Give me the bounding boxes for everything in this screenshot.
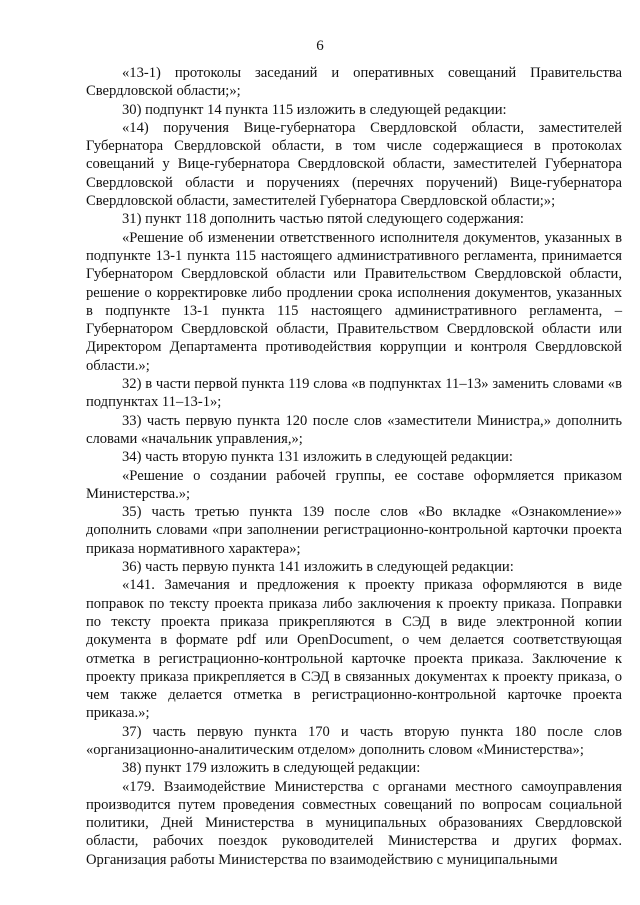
paragraph: «14) поручения Вице-губернатора Свердловской области, заместителей Губернатора Свердловской области, в том числе содержащиеся в протоколах совещаний у Вице-губернатора Свердловской области, заместителей Губернатора Свердловской области и поручениях (перечнях поручений) Вице-губернатора Свердловской области, заместителей Губернатора Свердловской области;»; xyxy=(86,119,622,210)
document-body xyxy=(86,64,622,869)
paragraph: 30) подпункт 14 пункта 115 изложить в следующей редакции: xyxy=(122,101,507,118)
paragraph: 34) часть вторую пункта 131 изложить в следующей редакции: xyxy=(122,449,513,466)
paragraph: «Решение о создании рабочей группы, ее составе оформляется приказом Министерства.»; xyxy=(86,467,622,502)
paragraph: «141. Замечания и предложения к проекту приказа оформляются в виде поправок по тексту проекта приказа либо заключения к проекту приказа. Поправки по тексту проекта приказа прикрепляются в СЭД в виде электронной копии документа в формате pdf или OpenDocument, о чем делается соответствующая отметка в регистрационно-контрольной карточке проекта приказа. Заключение к проекту приказа прикрепляется в СЭД в связанных документах к проекту приказа, о чем также делается отметка в регистрационно-контрольной карточке проекта приказа.»; xyxy=(86,577,622,722)
paragraph: 37) часть первую пункта 170 и часть вторую пункта 180 после слов «организационно-аналитическим отделом» дополнить словом «Министерства»; xyxy=(86,723,622,758)
paragraph: «13-1) протоколы заседаний и оперативных совещаний Правительства Свердловской области;»; xyxy=(86,65,622,100)
paragraph: 36) часть первую пункта 141 изложить в следующей редакции: xyxy=(122,559,514,576)
paragraph: 33) часть первую пункта 120 после слов «заместители Министра,» дополнить словами «начальник управления,»; xyxy=(86,412,622,447)
paragraph: «179. Взаимодействие Министерства с органами местного самоуправления производится путем проведения совместных совещаний по вопросам социальной политики, Дней Министерства в муниципальных образованиях Свердловской области, рабочих поездок руководителей Министерства и других формах. Организация работы Министерства по взаимодействию с муниципальными xyxy=(86,778,622,868)
paragraph: 38) пункт 179 изложить в следующей редакции: xyxy=(122,760,421,777)
paragraph: 35) часть третью пункта 139 после слов «Во вкладке «Ознакомление»» дополнить словами «при заполнении регистрационно-контрольной карточки проекта приказа нормативного характера»; xyxy=(86,504,622,557)
page-number: 6 xyxy=(316,38,324,54)
paragraph: 32) в части первой пункта 119 слова «в подпунктах 11–13» заменить словами «в подпунктах 11–13-1»; xyxy=(86,376,622,411)
paragraph: «Решение об изменении ответственного исполнителя документов, указанных в подпункте 13-1 пункта 115 настоящего административного регламента, принимается Губернатором Свердловской области или Правительством Свердловской области, решение о корректировке либо продлении срока исполнения документов, указанных в подпункте 13-1 пункта 115 настоящего административного регламента, – Губернатором Свердловской области, Правительством Свердловской области или Директором Департамента противодействия коррупции и контроля Свердловской области.»; xyxy=(86,229,622,374)
paragraph: 31) пункт 118 дополнить частью пятой следующего содержания: xyxy=(122,211,524,228)
